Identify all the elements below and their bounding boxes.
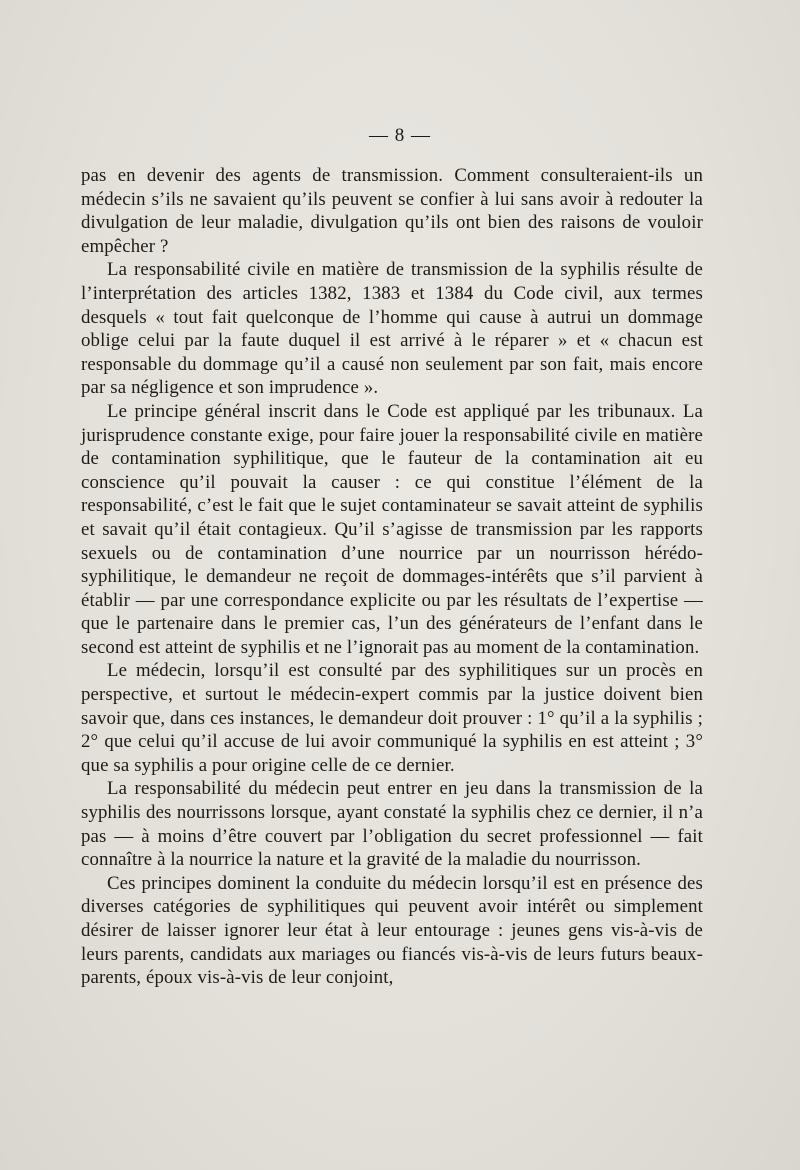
paragraph: La responsabilité du médecin peut entrer en jeu dans la transmission de la syphilis des nourrissons lorsque, ayant constaté la syphilis chez ce dernier, il n’a pas — à moins d’être couvert par l’obligation du secret professionnel — fait connaître à la nourrice la nature et la gravité de la maladie du nourrisson. <box>81 778 703 871</box>
paragraph: Le principe général inscrit dans le Code est appliqué par les tribunaux. La jurisprudence constante exige, pour faire jouer la responsabilité civile en matière de contamination syphilitique, que le fauteur de la contamination ait eu conscience qu’il pouvait la causer : ce qui constitue l’élément de la responsabilité, c’est le fait que le sujet contaminateur se savait atteint de syphilis et savait qu’il était contagieux. Qu’il s’agisse de transmission par les rapports sexuels ou de contamination d’une nourrice par un nourrisson hérédo-syphilitique, le demandeur ne reçoit de dommages-intérêts que s’il parvient à établir — par une correspondance explicite ou par les résultats de l’expertise — que le partenaire dans le premier cas, l’un des générateurs de l’enfant dans le second est atteint de syphilis et ne l’ignorait pas au moment de la contamination. <box>81 400 703 658</box>
paragraph: La responsabilité civile en matière de transmission de la syphilis résulte de l’interprétation des articles 1382, 1383 et 1384 du Code civil, aux termes desquels « tout fait quelconque de l’homme qui cause à autrui un dommage oblige celui par la faute duquel il est arrivé à le réparer » et « chacun est responsable du dommage qu’il a causé non seulement par son fait, mais encore par sa négligence et son imprudence ». <box>81 259 703 399</box>
paragraph: Le médecin, lorsqu’il est consulté par des syphilitiques sur un procès en perspective, et surtout le médecin-expert commis par la justice doivent bien savoir que, dans ces instances, le demandeur doit prouver : 1° qu’il a la syphilis ; 2° que celui qu’il accuse de lui avoir communiqué la syphilis en est atteint ; 3° que sa syphilis a pour origine celle de ce dernier. <box>81 660 703 776</box>
page-number: — 8 — <box>369 125 431 146</box>
body-text <box>81 164 703 990</box>
paragraph: Ces principes dominent la conduite du médecin lorsqu’il est en présence des diverses catégories de syphilitiques qui peuvent avoir intérêt ou simplement désirer de laisser ignorer leur état à leur entourage : jeunes gens vis-à-vis de leurs parents, candidats aux mariages ou fiancés vis-à-vis de leurs futurs beaux-parents, époux vis-à-vis de leur conjoint, <box>81 872 703 989</box>
paragraph: pas en devenir des agents de transmission. Comment consulteraient-ils un médecin s’ils ne savaient qu’ils peuvent se confier à lui sans avoir à redouter la divulgation de leur maladie, divulgation qu’ils ont bien des raisons de vouloir empêcher ? <box>81 165 703 257</box>
